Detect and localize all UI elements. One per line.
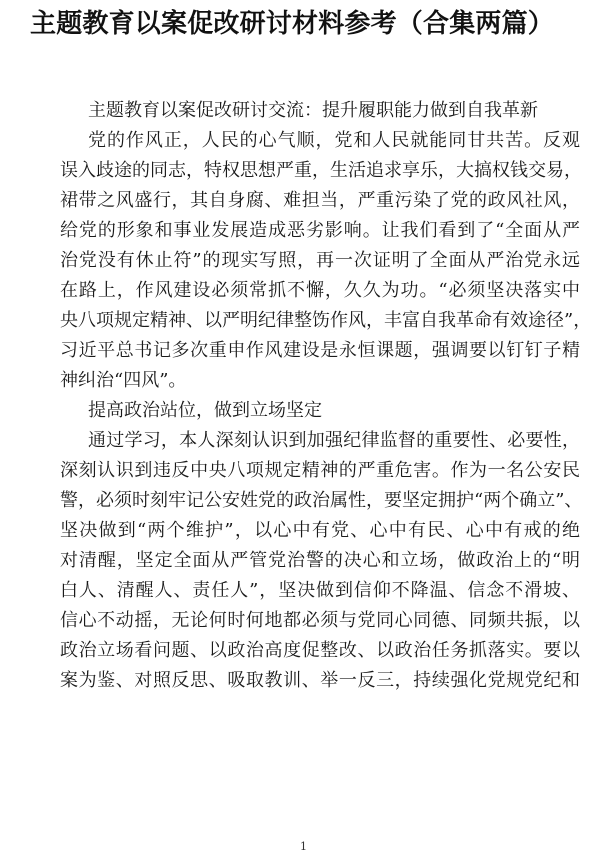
text-line: 误入歧途的同志，特权思想严重，生活追求享乐，大搞权钱交易，	[60, 160, 582, 181]
text-line: 提高政治站位，做到立场坚定	[88, 400, 322, 421]
text-line: 给党的形象和事业发展造成恶劣影响。让我们看到了“全面从严	[60, 220, 580, 241]
page-number: 1	[300, 840, 307, 853]
text-line: 警，必须时刻牢记公安姓党的政治属性，要坚定拥护“两个确立”、	[60, 490, 583, 511]
text-line: 通过学习，本人深刻认识到加强纪律监督的重要性、必要性，	[88, 430, 580, 451]
text-line: 党的作风正，人民的心气顺，党和人民就能同甘共苦。反观	[88, 130, 580, 151]
document-title: 主题教育以案促改研讨材料参考（合集两篇）	[30, 9, 555, 39]
text-line: 央八项规定精神、以严明纪律整饬作风，丰富自我革命有效途径”，	[60, 310, 592, 331]
text-line: 案为鉴、对照反思、吸取教训、举一反三，持续强化党规党纪和	[60, 670, 580, 691]
text-line: 主题教育以案促改研讨交流：提升履职能力做到自我革新	[88, 100, 538, 121]
text-line: 深刻认识到违反中央八项规定精神的严重危害。作为一名公安民	[60, 460, 580, 481]
text-line: 白人、清醒人、责任人”，坚决做到信仰不降温、信念不滑坡、	[60, 580, 580, 601]
text-line: 信心不动摇，无论何时何地都必须与党同心同德、同频共振，以	[60, 610, 580, 631]
text-line: 在路上，作风建设必须常抓不懈，久久为功。“必须坚决落实中	[60, 280, 580, 301]
text-line: 裙带之风盛行，其自身腐、难担当，严重污染了党的政风社风，	[60, 190, 580, 211]
text-line: 坚决做到“两个维护”，以心中有党、心中有民、心中有戒的绝	[60, 520, 580, 541]
text-line: 治党没有休止符”的现实写照，再一次证明了全面从严治党永远	[60, 250, 580, 271]
text-line: 神纠治“四风”。	[60, 370, 187, 391]
text-line: 习近平总书记多次重申作风建设是永恒课题，强调要以钉钉子精	[60, 340, 580, 361]
text-line: 政治立场看问题、以政治高度促整改、以政治任务抓落实。要以	[60, 640, 580, 661]
document-body	[60, 96, 592, 696]
text-line: 对清醒，坚定全面从严管党治警的决心和立场，做政治上的“明	[60, 550, 580, 571]
